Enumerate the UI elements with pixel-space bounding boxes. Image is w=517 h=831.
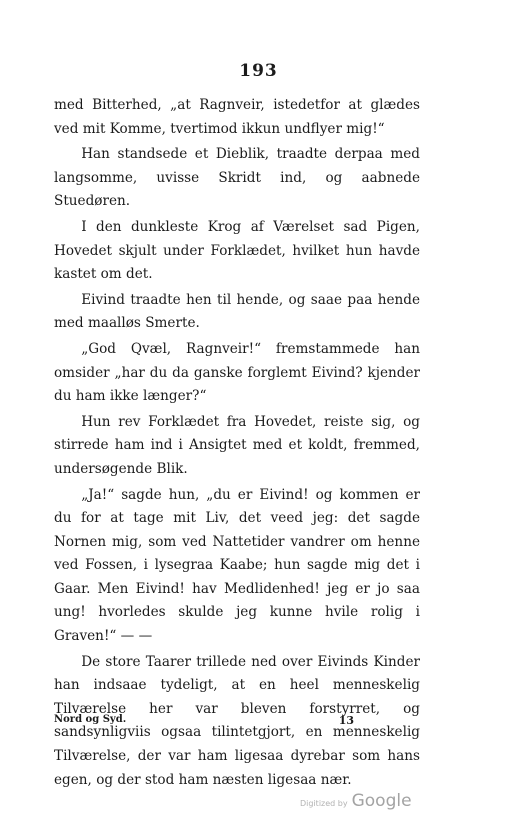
page-footer (54, 714, 354, 727)
digitization-watermark (300, 791, 412, 811)
paragraph-7: „Ja!“ sagde hun, „du er Eivind! og kommen er du for at tage mit Liv, det veed jeg: det sagde Nornen mig, som ved Nattetider vandrer om henne ved Fossen, i lysegraa Kaabe; hun sagde mig det i Gaar. Men Eivind! hav Medlidenhed! jeg er jo saa ung! hvorledes skulde jeg kunne hvile rolig i Graven!“ — — (54, 486, 420, 645)
google-logo: Google (351, 791, 412, 811)
paragraph-1: med Bitterhed, „at Ragnveir, istedetfor at glædes ved mit Komme, tvertimod ikkun undflyer mig!“ (54, 97, 420, 137)
paragraph-6: Hun rev Forklædet fra Hovedet, reiste sig, og stirrede ham ind i Ansigtet med et koldt, fremmed, undersøgende Blik. (54, 413, 420, 477)
paragraph-4: Eivind traadte hen til hende, og saae paa hende med maalløs Smerte. (54, 291, 420, 332)
page-number: 193 (239, 61, 278, 81)
signature-mark: Nord og Syd. (54, 714, 127, 725)
sheet-number: 13 (338, 714, 354, 727)
paragraph-2: Han standsede et Dieblik, traadte derpaa med langsomme, uvisse Skridt ind, og aabnede Stuedøren. (54, 146, 420, 210)
text-body (54, 94, 420, 794)
watermark-prefix: Digitized by (300, 799, 348, 808)
paragraph-5: „God Qvæl, Ragnveir!“ fremstammede han omsider „har du da ganske forglemt Eivind? kjender du ham ikke længer?“ (54, 340, 420, 405)
paragraph-8: De store Taarer trillede ned over Eivinds Kinder han indsaae tydeligt, at en heel menneskelig Tilværelse her var bleven forstyrret, og sandsynligviis ogsaa tilintetgjort, en menneskelig Tilværelse, der var ham ligesaa dyrebar som hans egen, og der stod ham næsten ligesaa nær. (54, 653, 420, 788)
paragraph-3: I den dunkleste Krog af Værelset sad Pigen, Hovedet skjult under Forklædet, hvilket hun havde kastet om det. (54, 218, 420, 283)
